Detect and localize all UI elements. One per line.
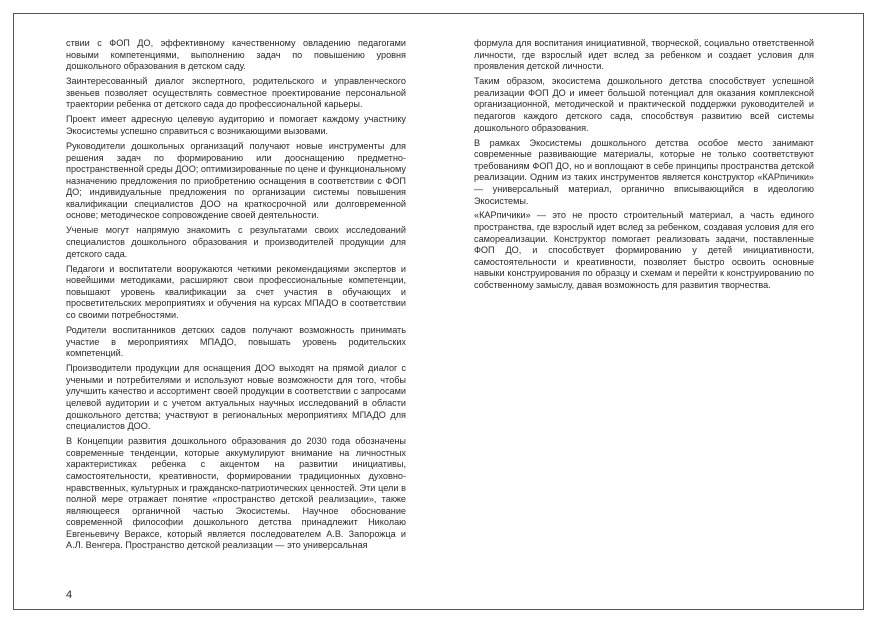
paragraph: Педагоги и воспитатели вооружаются четкими рекомендациями экспертов и новейшими методиками, расширяют свои профессиональные компетенции, повышают уровень квалификации за счет участия в обучающих и просветительских мероприятиях и обучения на курсах МПАДО в соответствии со своими потребностями.	[66, 263, 406, 321]
paragraph: ствии с ФОП ДО, эффективному качественному овладению педагогами новыми компетенциями, выполнению задач по повышению уровня дошкольного образования в детском саду.	[66, 38, 406, 72]
paragraph: Таким образом, экосистема дошкольного детства способствует успешной реализации ФОП ДО и имеет большой потенциал для оказания комплексной организационной, методической и практической поддержки руководителей и педагогов каждого детского сада, способствуя развитию всей системы дошкольного образования.	[474, 76, 814, 133]
paragraph: Производители продукции для оснащения ДОО выходят на прямой диалог с учеными и потребителями и используют новые возможности для того, чтобы улучшить качество и ассортимент своей продукции в соответствии с запросами целевой аудитории и с учетом актуальных научных исследований в области дошкольного детства; участвуют в региональных мероприятиях МПАДО для специалистов ДОО.	[66, 363, 406, 432]
paragraph: В рамках Экосистемы дошкольного детства особое место занимают современные развивающие материалы, которые не только соответствуют требованиям ФОП ДО, но и воплощают в себе принципы пространства детской реализации. Одним из таких инструментов является конструктор «КАРпичики» — универсальный материал, органично вписывающийся в идеологию Экосистемы.	[474, 137, 814, 206]
paragraph: «КАРпичики» — это не просто строительный материал, а часть единого пространства, где взрослый идет вслед за ребенком, создавая условия для его самореализации. Конструктор помогает реализовать задачи, поставленные ФОП ДО, и способствует формированию у детей инициативности, самостоятельности и креативности, позволяет быстро освоить основные навыки конструирования по образцу и схемам и перейти к конструированию по собственному замыслу, давая возможность для развития творчества.	[474, 210, 814, 291]
page-number: 4	[66, 589, 73, 601]
paragraph: В Концепции развития дошкольного образования до 2030 года обозначены современные тенденции, которые аккумулируют внимание на личностных характеристиках ребенка с акцентом на развитии инициативы, самостоятельности, креативности, формировании традиционных духовно-нравственных, культурных и гражданско-патриотических ценностей. Эти цели в полной мере отражает понятие «пространство детской реализации», также являющееся органичной частью Экосистемы. Научное обоснование современной философии дошкольного детства принадлежит Николаю Евгеньевичу Вераксе, который является последователем А.В. Запорожца и А.Л. Венгера. Пространство детской реализации — это универсальная	[66, 436, 406, 551]
paragraph: Родители воспитанников детских садов получают возможность принимать участие в мероприятиях МПАДО, повышать уровень родительских компетенций.	[66, 325, 406, 359]
paragraph: Руководители дошкольных организаций получают новые инструменты для решения задач по формированию или дооснащению предметно-пространственной среды ДОО; оптимизированные по цене и функциональному назначению предложения по приобретению оснащения в соответствии с ФОП ДО; индивидуальные предложения по организации системы повышения квалификации специалистов ДОО на краткосрочной или долговременной основе; методическое сопровождение своей деятельности.	[66, 140, 406, 221]
paragraph: Ученые могут напрямую знакомить с результатами своих исследований специалистов дошкольного образования и производителей продукции для детского сада.	[66, 225, 406, 259]
paragraph: формула для воспитания инициативной, творческой, социально ответственной личности, где взрослый идет вслед за ребенком и создает условия для проявления детской личности.	[474, 38, 814, 72]
paragraph: Заинтересованный диалог экспертного, родительского и управленческого звеньев позволяет осуществлять совместное проектирование персональной траектории ребенка от детского сада до профессиональной карьеры.	[66, 76, 406, 110]
right-text-column	[474, 38, 814, 295]
left-text-column	[66, 38, 406, 555]
paragraph: Проект имеет адресную целевую аудиторию и помогает каждому участнику Экосистемы успешно справиться с возникающими вызовами.	[66, 114, 406, 136]
